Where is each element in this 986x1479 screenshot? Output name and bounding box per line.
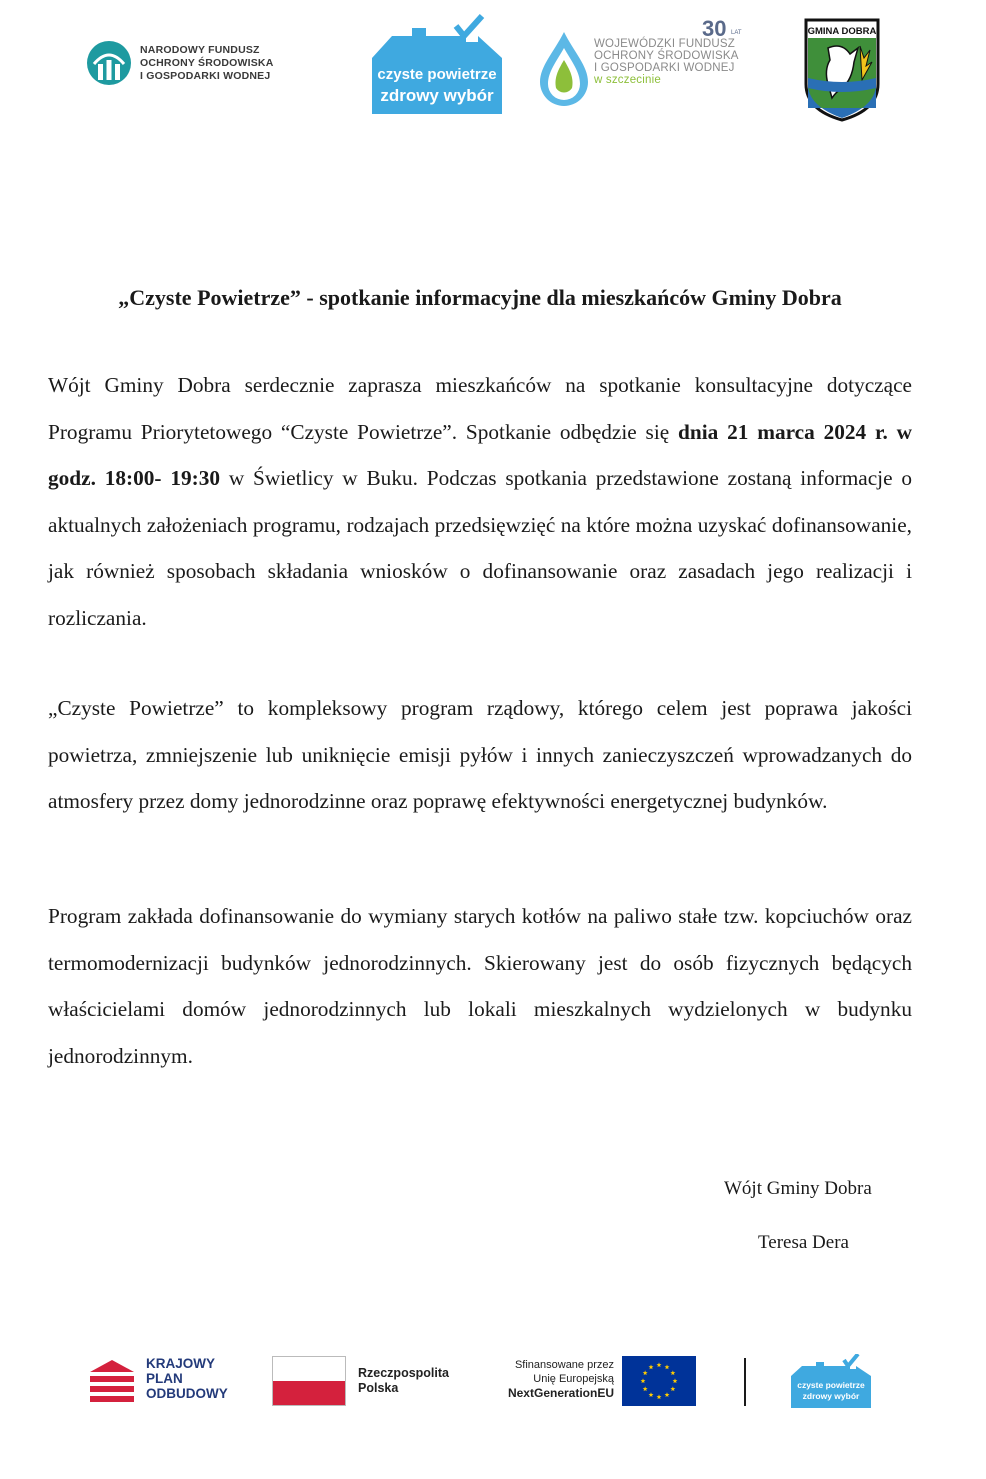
nfosigw-name [140,44,274,83]
nfos-line: OCHRONY ŚRODOWISKA [140,57,274,69]
nfosigw-emblem-icon [86,40,132,86]
eu-funding-logo [486,1356,700,1408]
wfos-years-unit: LAT [731,30,742,36]
footer-divider [744,1358,746,1406]
gmina-label: GMINA DOBRA [807,26,877,37]
document-title: „Czyste Powietrze” - spotkanie informacyjne dla mieszkańców Gminy Dobra [118,285,842,310]
kpo-line: PLAN [146,1371,183,1386]
wfos-line: WOJEWÓDZKI FUNDUSZ [594,38,735,50]
eu-line: NextGenerationEU [507,1386,614,1400]
rzeczpospolita-polska-logo [272,1356,472,1408]
wfos-line: I GOSPODARKI WODNEJ [594,62,735,74]
water-drop-icon [536,30,592,110]
paragraph-program-description: „Czyste Powietrze” to kompleksowy program rządowy, którego celem jest poprawa jakości powietrza, zmniejszenie lub uniknięcie emisji pyłów i innych zanieczyszczeń wprowadzanych do atmosfery przez domy jednorodzinne oraz poprawę efektywności energetycznej budynków. [48,696,912,813]
kpo-line: ODBUDOWY [146,1386,228,1401]
cp-small-line2: zdrowy wybór [802,1391,860,1401]
wfos-line: OCHRONY ŚRODOWISKA [594,50,739,62]
rp-name [358,1366,449,1396]
cp-line1: czyste powietrze [377,66,497,83]
paragraph-text: Wójt Gminy Dobra serdecznie zaprasza mieszkańców na spotkanie konsultacyjne dotyczące Programu Priorytetowego “Czyste Powietrze”. Spotkanie odbędzie się [48,373,912,444]
wfos-city: w szczecinie [594,74,661,86]
eu-flag-icon [622,1356,696,1406]
nfosigw-logo [86,40,296,92]
rp-line: Rzeczpospolita [358,1366,449,1380]
paragraph-text: w Świetlicy w Buku. Podczas spotkania przedstawione zostaną informacje o aktualnych założeniach programu, rodzajach przedsięwzięć na które można uzyskać dofinansowanie, jak również sposobach składania wniosków o dofinansowanie oraz zasadach jego realizacji i rozliczania. [48,466,912,630]
gmina-dobra-coat-of-arms [802,18,882,122]
eu-line: Unię Europejską [533,1373,614,1385]
wfosigw-logo [536,16,746,112]
cp-line2: zdrowy wybór [380,86,494,105]
nfos-line: NARODOWY FUNDUSZ [140,44,260,56]
kpo-logo [88,1356,248,1408]
signature-role: Wójt Gminy Dobra [724,1178,872,1199]
meeting-date-time: dnia 21 marca 2024 r. w godz. 18:00- 19:30 [48,419,912,490]
paragraph-program-scope: Program zakłada dofinansowanie do wymiany starych kotłów na paliwo stałe tzw. kopciuchów oraz termomodernizacji budynków jednorodzinnych. Skierowany jest do osób fizycznych będących właścicielami domów jednorodzinnych lub lokali mieszkalnych wydzielonych w budynku jednorodzinnym. [48,904,912,1068]
paragraph-invitation [48,362,912,641]
polish-flag-icon [272,1356,346,1406]
nfos-line: I GOSPODARKI WODNEJ [140,70,271,82]
rp-line: Polska [358,1381,399,1395]
kpo-line: KRAJOWY [146,1356,216,1371]
signature-name: Teresa Dera [758,1232,849,1253]
eu-line: Sfinansowane przez [514,1359,614,1371]
eu-funding-text [486,1358,614,1400]
kpo-name [146,1356,228,1401]
czyste-powietrze-small-logo [790,1354,872,1408]
czyste-powietrze-logo [370,14,504,114]
wfos-years: 30 [702,16,727,41]
kpo-emblem-icon [88,1358,136,1406]
wfosigw-name [594,38,739,86]
cp-small-line1: czyste powietrze [797,1380,865,1390]
